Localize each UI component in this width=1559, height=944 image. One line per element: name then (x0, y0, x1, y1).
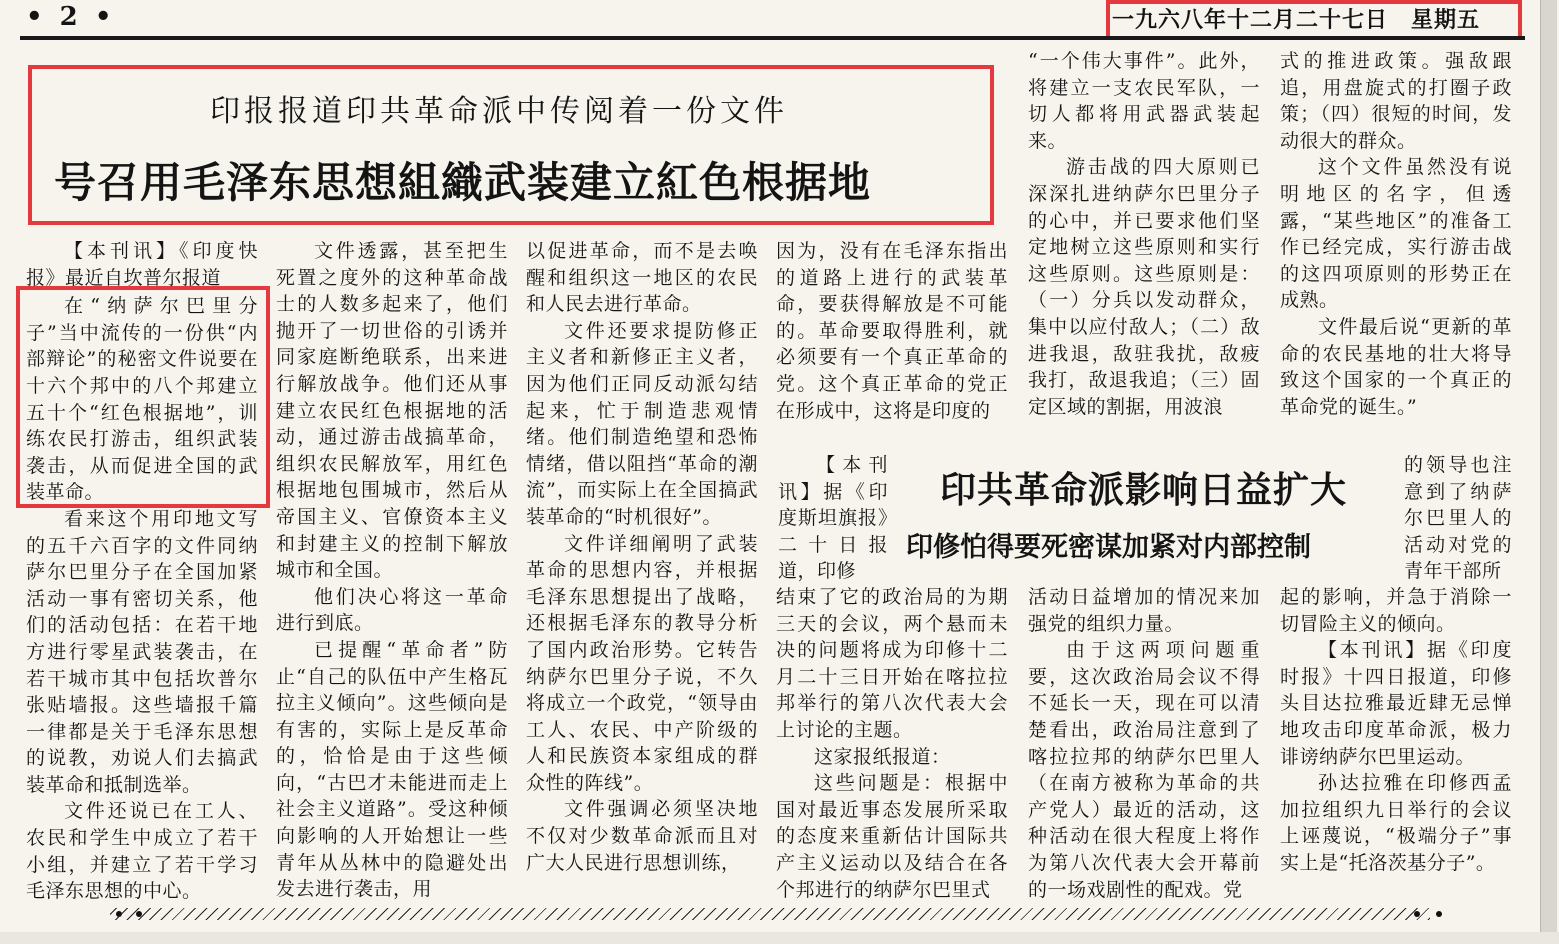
article2-paragraph: 孙达拉雅在印修西孟加拉组织九日举行的会议上诬蔑说，“极端分子”事实上是“托洛茨基分子”。 (1280, 772, 1512, 874)
article-kicker: 印报报道印共革命派中传阅着一份文件 (210, 94, 788, 129)
article2-lead (778, 452, 888, 585)
article2-paragraph: 这些问题是：根据中国对最近事态发展所采取的态度来重新估计国际共产主义运动以及结合在各个邦进行的纳萨尔巴里式 (776, 772, 1008, 901)
article2-column-5 (1028, 584, 1260, 903)
article1-paragraph: 他们决心将这一革命进行到底。 (276, 585, 508, 635)
article2-paragraph: 起的影响，并急于消除一切冒险主义的倾向。 (1280, 586, 1512, 635)
article1-paragraph: 文件详细阐明了武装革命的思想内容，并根据毛泽东思想提出了战略，还根据毛泽东的教导分析了国内政治形势。它转告纳萨尔巴里分子说，不久将成立一个政党，“领导由工人、农民、中产阶级的人和民族资本家组成的群众性的阵线”。 (526, 532, 758, 794)
article1-paragraph: 文件最后说“更新的革命的农民基地的壮大将导致这个国家的一个真正的革命党的诞生。” (1280, 315, 1512, 418)
article2-paragraph: 这家报纸报道： (814, 745, 951, 768)
article1-paragraph: 文件透露，甚至把生死置之度外的这种革命战士的人数多起来了，他们抛开了一切世俗的引诱并同家庭断绝联系，出来进行解放战争。他们还从事建立农民红色根据地的活动，通过游击战搞革命，组织农民解放军，用红色根据地包围城市，然后从帝国主义、官僚资本主义和封建主义的控制下解放城市和全国。 (276, 240, 508, 582)
article2-paragraph: 由于这两项问题重要，这次政治局会议不得不延长一天，现在可以清楚看出，政治局注意到了喀拉拉邦的纳萨尔巴里人（在南方被称为革命的共产党人）最近的活动，这种活动在很大程度上将作为第八次代表大会开幕前的一场戏剧性的配戏。党 (1028, 639, 1260, 901)
highlight-box-lead (16, 286, 270, 508)
article1-lead-paragraph: 在“纳萨尔巴里分子”当中流传的一份供“内部辩论”的秘密文件说要在十六个邦中的八个邦建立五十个“红色根据地”，训练农民打游击，组织武装袭击，从而促进全国的武装革命。 (26, 295, 258, 504)
article2-paragraph: 结束了它的政治局的为期三天的会议，两个悬而未决的问题将成为印修十二月二十三日开始在喀拉拉邦举行的第八次代表大会上讨论的主题。 (776, 586, 1008, 741)
article1-column-6 (1280, 48, 1512, 420)
article2-headline: 印共革命派影响日益扩大 (940, 469, 1348, 511)
article2-column-6 (1280, 584, 1512, 877)
article-headline: 号召用毛泽东思想組織武装建立紅色根据地 (54, 158, 872, 207)
article2-paragraph: 活动日益增加的情况来加强党的组织力量。 (1028, 586, 1260, 635)
article1-column-2 (276, 238, 508, 903)
article1-column-4 (776, 238, 1008, 424)
article2-subheadline: 印修怕得要死密谋加紧对内部控制 (906, 532, 1311, 563)
article1-paragraph: 游击战的四大原则已深深扎进纳萨尔巴里分子的心中，并已要求他们坚定地树立这些原则和实行这些原则。这些原则是：（一）分兵以发动群众，集中以应付敌人；（二）敌进我退，敌驻我扰，敌疲我打，敌退我追；（三）固定区域的割据，用波浪 (1028, 156, 1260, 418)
article1-paragraph: 文件还要求提防修正主义者和新修正主义者，因为他们正同反动派勾结起来，忙于制造悲观情绪。他们制造绝望和恐怖情绪，借以阻挡“革命的潮流”，而实际上在全国搞武装革命的“时机很好”。 (526, 319, 758, 528)
article2-paragraph: 【本刊讯】据《印度时报》十四日报道，印修头目达拉雅最近肆无忌惮地攻击印度革命派，极力诽谤纳萨尔巴里运动。 (1280, 639, 1512, 768)
article1-paragraph: 以促进革命，而不是去唤醒和组织这一地区的农民和人民去进行革命。 (526, 240, 758, 316)
article1-paragraph: 式的推进政策。强敌跟追，用盘旋式的打圈子政策；（四）很短的时间，发动很大的群众。 (1280, 50, 1512, 152)
ornament-dot (1414, 911, 1420, 917)
article1-paragraph: 文件还说已在工人、农民和学生中成立了若干小组，并建立了若干学习毛泽东思想的中心。 (26, 800, 258, 903)
article2-column-6-lead (1404, 452, 1512, 585)
issue-date: 一九六八年十二月二十七日 星期五 (1112, 7, 1481, 33)
article2-dateline-paragraph: 【本刊讯】据《印度斯坦旗报》二十日报道，印修 (778, 454, 888, 583)
article1-paragraph: 这个文件虽然没有说明地区的名字，但透露，“某些地区”的准备工作已经完成，实行游击战的这四项原则的形势正在成熟。 (1280, 156, 1512, 312)
article1-column-5 (1028, 48, 1260, 420)
article2-column-4 (776, 584, 1008, 903)
header-rule (20, 36, 1525, 40)
article1-paragraph: “一个伟大事件”。此外，将建立一支农民军队，一切人都将用武器武装起来。 (1028, 50, 1260, 152)
article1-paragraph: 已提醒“革命者”防止“自己的队伍中产生格瓦拉主义倾向”。这些倾向是有害的，实际上是反革命的，恰恰是由于这些倾向，“古巴才未能进而走上社会主义道路”。受这种倾向影响的人开始想让一些青年从丛林中的隐避处出发去进行袭击，用 (276, 638, 508, 901)
ornamental-rule (110, 908, 1430, 920)
page-edge (1540, 0, 1557, 944)
page-bottom-edge (0, 932, 1559, 944)
article1-paragraph: 因为，没有在毛泽东指出的道路上进行的武装革命，要获得解放是不可能的。革命要取得胜利，就必须要有一个真正革命的党。这个真正革命的党正在形成中，这将是印度的 (776, 240, 1008, 422)
article1-paragraph: 看来这个用印地文写的五千六百字的文件同纳萨尔巴里分子在全国加紧活动一事有密切关系，他们的活动包括：在若干地方进行零星武装袭击，在若干城市其中包括坎普尔张贴墙报。这些墙报千篇一律都是关于毛泽东思想的说教，劝说人们去搞武装革命和抵制选举。 (26, 507, 258, 796)
highlight-box-date (1106, 0, 1522, 40)
article1-paragraph: 文件强调必须坚决地不仅对少数革命派而且对广大人民进行思想训练， (526, 798, 758, 874)
ornament-dot (1436, 911, 1442, 917)
article1-dateline-paragraph: 【本刊讯】《印度快报》最近自坎普尔报道 (26, 240, 258, 289)
page-number: • 2 • (26, 2, 116, 32)
article2-paragraph: 的领导也注意到了纳萨尔巴里人的活动对党的青年干部所 (1404, 454, 1512, 583)
article1-column-3 (526, 238, 758, 876)
